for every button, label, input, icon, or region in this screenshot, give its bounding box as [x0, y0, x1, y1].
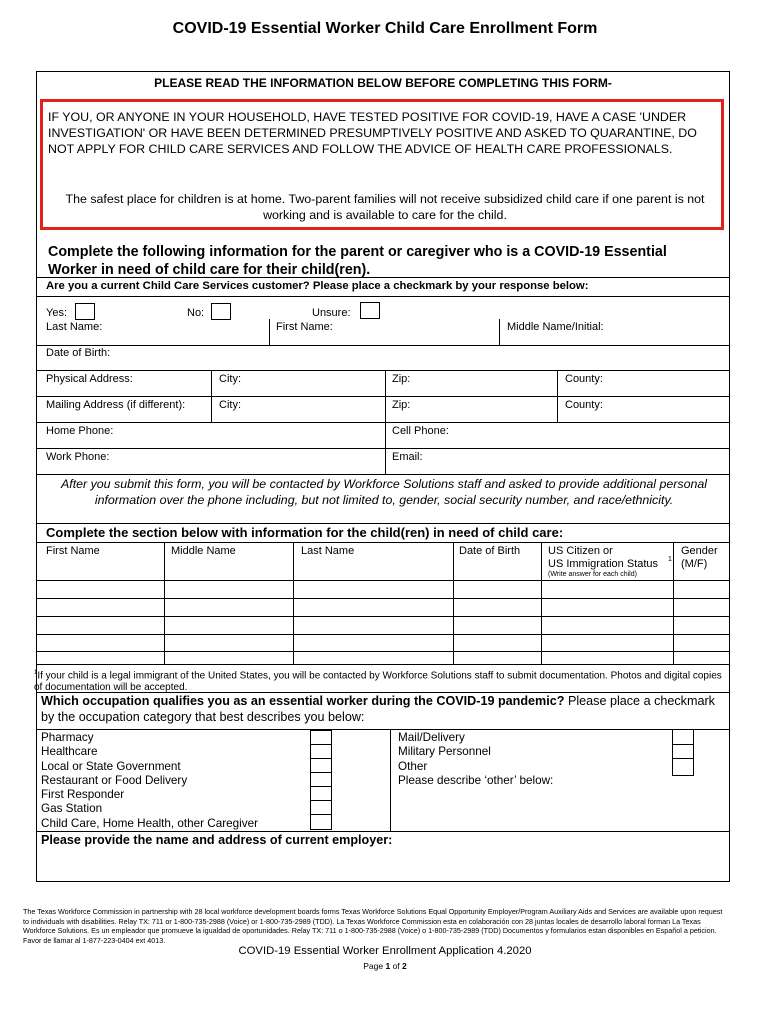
middle-name-field[interactable]: Middle Name/Initial:	[507, 321, 604, 333]
mail-delivery-checkbox[interactable]	[672, 729, 694, 745]
unsure-checkbox[interactable]	[360, 302, 380, 319]
child-col-first-name: First Name	[46, 545, 100, 557]
cell-phone-field[interactable]: Cell Phone:	[392, 425, 449, 437]
first-responder-checkbox[interactable]	[310, 786, 332, 801]
unsure-label: Unsure:	[312, 307, 351, 319]
no-checkbox[interactable]	[211, 303, 231, 320]
contact-note: After you submit this form, you will be contacted by Workforce Solutions staff and asked to provide additional personal information over the phone including, but not limited to, gender, social security number, and race/ethnicity.	[60, 477, 708, 507]
gas-station-checkbox[interactable]	[310, 800, 332, 815]
no-label: No:	[187, 307, 205, 319]
first-name-field[interactable]: First Name:	[276, 321, 333, 333]
warning-text: IF YOU, OR ANYONE IN YOUR HOUSEHOLD, HAVE TESTED POSITIVE FOR COVID-19, HAVE A CASE 'UNDER INVESTIGATION' OR HAVE BEEN DETERMINED PRESUMPTIVELY POSITIVE AND ASKED TO QUARANTINE, DO NOT APPLY FOR CHILD CARE SERVICES AND FOLLOW THE ADVICE OF HEALTH CARE PROFESSIONALS.	[48, 110, 697, 156]
mailing-address-field[interactable]: Mailing Address (if different):	[46, 399, 186, 411]
child-col-citizen-line2: US Immigration Status	[548, 558, 659, 570]
form-id: COVID-19 Essential Worker Enrollment Application 4.2020	[238, 945, 532, 957]
occupation-question: Which occupation qualifies you as an essential worker during the COVID-19 pandemic? Please place a checkmark by the occupation category that best describes you below:	[41, 694, 715, 724]
table-row[interactable]	[36, 651, 730, 652]
yes-label: Yes:	[46, 307, 68, 319]
immigration-footnote: $^1$If your child is a legal immigrant of the United States, you will be contacted by Workforce Solutions staff to submit documentation. Photos and digital copies of documentation will be accepted.	[34, 670, 722, 694]
dob-field[interactable]: Date of Birth:	[46, 347, 111, 359]
child-col-citizen-note: (Write answer for each child)	[548, 571, 637, 578]
yes-checkbox[interactable]	[75, 303, 95, 320]
child-col-middle-name: Middle Name	[171, 545, 236, 557]
parent-section-heading: Complete the following information for the parent or caregiver who is a COVID-19 Essential Worker in need of child care for their child(ren).	[48, 244, 667, 278]
email-field[interactable]: Email:	[392, 451, 423, 463]
child-col-gender-line1: Gender	[681, 545, 718, 557]
customer-question: Are you a current Child Care Services customer? Please place a checkmark by your response below:	[46, 280, 589, 292]
mailing-city-field[interactable]: City:	[219, 399, 241, 411]
table-row[interactable]	[36, 634, 730, 635]
home-phone-field[interactable]: Home Phone:	[46, 425, 114, 437]
legal-text: The Texas Workforce Commission in partnership with 28 local workforce development boards forms Texas Workforce Solutions Equal Opportunity Employer/Program Auxiliary Aids and Services are available upon request to individuals with disabilities. Relay TX: 711 or 1-800-735-2988 (Voice) or 1-800-735-2989 (TDD). La Texas Workforce Commission esta en colaboración con 28 juntas locales de desarrollo laboral forman La Texas Workforce Solutions. Es un empleador que promueve la igualdad de oportunidades. Relay TX: 711 o 1-800-735-2988 (Voice) o 1-800-735-2989 (TDD) Documentos y formularios estan disponibles en Español a peticion. Favor de llamar al 1-877-223-0404 ext 4013.	[23, 907, 723, 945]
child-col-dob: Date of Birth	[459, 545, 521, 557]
pharmacy-checkbox[interactable]	[310, 730, 332, 745]
work-phone-field[interactable]: Work Phone:	[46, 451, 110, 463]
citizen-footnote-mark: 1	[668, 556, 672, 563]
other-checkbox[interactable]	[672, 758, 694, 776]
military-checkbox[interactable]	[672, 744, 694, 759]
mailing-zip-field[interactable]: Zip:	[392, 399, 411, 411]
safest-place-text: The safest place for children is at home. Two-parent families will not receive subsidized child care if one parent is not working and is available to care for the child.	[65, 192, 705, 222]
table-row[interactable]	[36, 598, 730, 599]
last-name-field[interactable]: Last Name:	[46, 321, 103, 333]
notice-header: PLEASE READ THE INFORMATION BELOW BEFORE COMPLETING THIS FORM-	[154, 76, 612, 90]
physical-county-field[interactable]: County:	[565, 373, 603, 385]
child-section-heading: Complete the section below with information for the child(ren) in need of child care:	[46, 525, 564, 540]
physical-address-field[interactable]: Physical Address:	[46, 373, 133, 385]
occupation-list-left: Pharmacy Healthcare Local or State Government Restaurant or Food Delivery First Responder Gas Station Child Care, Home Health, other Caregiver	[41, 731, 258, 830]
physical-city-field[interactable]: City:	[219, 373, 241, 385]
child-col-citizen-line1: US Citizen or	[548, 545, 613, 557]
government-checkbox[interactable]	[310, 758, 332, 773]
mailing-county-field[interactable]: County:	[565, 399, 603, 411]
child-col-gender-line2: (M/F)	[681, 558, 708, 570]
restaurant-checkbox[interactable]	[310, 772, 332, 787]
physical-zip-field[interactable]: Zip:	[392, 373, 411, 385]
child-col-last-name: Last Name	[301, 545, 355, 557]
form-title: COVID-19 Essential Worker Child Care Enrollment Form	[172, 20, 598, 37]
table-row[interactable]	[36, 616, 730, 617]
occupation-list-right: Mail/Delivery Military Personnel Other Please describe ‘other’ below:	[398, 731, 554, 787]
page-number: Page 1 of 2	[363, 961, 407, 971]
employer-question: Please provide the name and address of current employer:	[41, 833, 393, 847]
child-care-checkbox[interactable]	[310, 814, 332, 830]
healthcare-checkbox[interactable]	[310, 744, 332, 759]
